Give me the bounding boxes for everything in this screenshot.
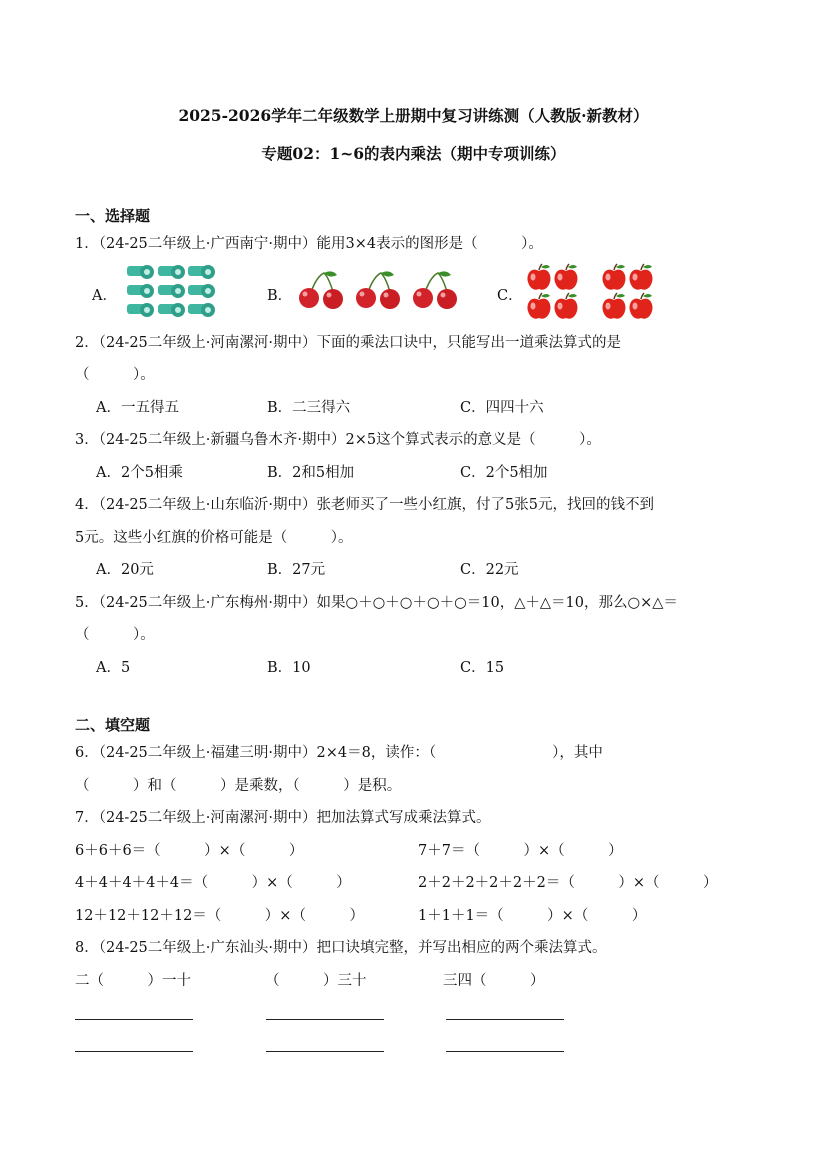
q3-option-c[interactable]: C．2个5相加 — [460, 465, 548, 481]
cherry-icon — [356, 271, 400, 309]
q8-rhyme-3[interactable]: 三四（ ） — [443, 973, 545, 989]
q1-option-b-image[interactable] — [296, 270, 466, 316]
document-title: 2025-2026学年二年级数学上册期中复习讲练测（人教版·新教材） — [178, 106, 649, 125]
whistle-icon — [158, 265, 185, 279]
answer-line[interactable] — [446, 1019, 564, 1020]
whistle-icon — [158, 303, 185, 317]
whistle-icon — [127, 303, 154, 317]
q5-option-c[interactable]: C．15 — [460, 660, 505, 676]
q7-row3-right[interactable]: 1＋1＋1＝（ ）×（ ） — [418, 908, 647, 924]
section-fill-blank: 二、填空题 — [75, 716, 151, 734]
whistle-icon — [127, 265, 154, 279]
question-4: 4．（24-25二年级上·山东临沂·期中）张老师买了一些小红旗，付了5张5元，找回的钱不到 — [75, 497, 654, 513]
q1-option-b-label: B． — [267, 288, 293, 304]
q7-row2-right[interactable]: 2＋2＋2＋2＋2＋2＝（ ）×（ ） — [418, 875, 718, 891]
question-1: 1．（24-25二年级上·广西南宁·期中）能用3×4表示的图形是（ ）。 — [75, 236, 543, 252]
apple-icon — [629, 293, 652, 319]
q4-option-a[interactable]: A．20元 — [96, 562, 154, 578]
section-multiple-choice: 一、选择题 — [75, 207, 151, 225]
apple-icon — [602, 293, 625, 319]
whistle-icon — [127, 284, 154, 298]
q1-option-c-label: C． — [497, 288, 523, 304]
apple-icon — [554, 293, 577, 319]
q3-option-b[interactable]: B．2和5相加 — [267, 465, 355, 481]
q8-rhyme-2[interactable]: （ ）三十 — [265, 973, 367, 989]
q1-option-a-image[interactable] — [126, 263, 216, 325]
answer-line[interactable] — [75, 1051, 193, 1052]
question-3[interactable]: 3．（24-25二年级上·新疆乌鲁木齐·期中）2×5这个算式表示的意义是（ ）。 — [75, 432, 601, 448]
q2-option-b[interactable]: B．二三得六 — [267, 400, 351, 416]
apple-icon — [629, 264, 652, 290]
q4-option-b[interactable]: B．27元 — [267, 562, 326, 578]
apple-icon — [527, 264, 550, 290]
question-2-cont[interactable]: （ ）。 — [75, 367, 155, 383]
whistle-icon — [188, 303, 215, 317]
question-5: 5．（24-25二年级上·广东梅州·期中）如果○＋○＋○＋○＋○＝10，△＋△＝10，那么○×△＝ — [75, 595, 678, 611]
q7-row3-left[interactable]: 12＋12＋12＋12＝（ ）×（ ） — [75, 908, 364, 924]
question-6-cont[interactable]: （ ）和（ ）是乘数，（ ）是积。 — [75, 778, 402, 794]
whistle-icon — [188, 265, 215, 279]
q5-option-a[interactable]: A．5 — [96, 660, 131, 676]
q1-option-c-image[interactable] — [525, 263, 660, 325]
question-4-cont[interactable]: 5元。这些小红旗的价格可能是（ ）。 — [75, 530, 353, 546]
document-subtitle: 专题02：1~6的表内乘法（期中专项训练） — [261, 144, 566, 163]
answer-line[interactable] — [266, 1051, 384, 1052]
q1-option-a-label: A． — [92, 288, 117, 304]
answer-line[interactable] — [446, 1051, 564, 1052]
question-6[interactable]: 6．（24-25二年级上·福建三明·期中）2×4＝8，读作：（ ），其中 — [75, 745, 603, 761]
question-8: 8．（24-25二年级上·广东汕头·期中）把口诀填完整，并写出相应的两个乘法算式。 — [75, 940, 607, 956]
q7-row2-left[interactable]: 4＋4＋4＋4＋4＝（ ）×（ ） — [75, 875, 351, 891]
apple-icon — [554, 264, 577, 290]
whistle-icon — [158, 284, 185, 298]
q8-rhyme-1[interactable]: 二（ ）一十 — [75, 973, 191, 989]
question-7: 7．（24-25二年级上·河南漯河·期中）把加法算式写成乘法算式。 — [75, 810, 491, 826]
cherry-icon — [413, 271, 457, 309]
q2-option-a[interactable]: A．一五得五 — [96, 400, 179, 416]
question-2: 2．（24-25二年级上·河南漯河·期中）下面的乘法口诀中，只能写出一道乘法算式的是 — [75, 335, 621, 351]
question-5-cont[interactable]: （ ）。 — [75, 627, 155, 643]
q7-row1-left[interactable]: 6＋6＋6＝（ ）×（ ） — [75, 843, 304, 859]
answer-line[interactable] — [266, 1019, 384, 1020]
apple-icon — [527, 293, 550, 319]
q7-row1-right[interactable]: 7＋7＝（ ）×（ ） — [418, 843, 623, 859]
q5-option-b[interactable]: B．10 — [267, 660, 311, 676]
whistle-icon — [188, 284, 215, 298]
apple-icon — [602, 264, 625, 290]
q4-option-c[interactable]: C．22元 — [460, 562, 519, 578]
q2-option-c[interactable]: C．四四十六 — [460, 400, 544, 416]
cherry-icon — [299, 271, 343, 309]
answer-line[interactable] — [75, 1019, 193, 1020]
q3-option-a[interactable]: A．2个5相乘 — [96, 465, 183, 481]
